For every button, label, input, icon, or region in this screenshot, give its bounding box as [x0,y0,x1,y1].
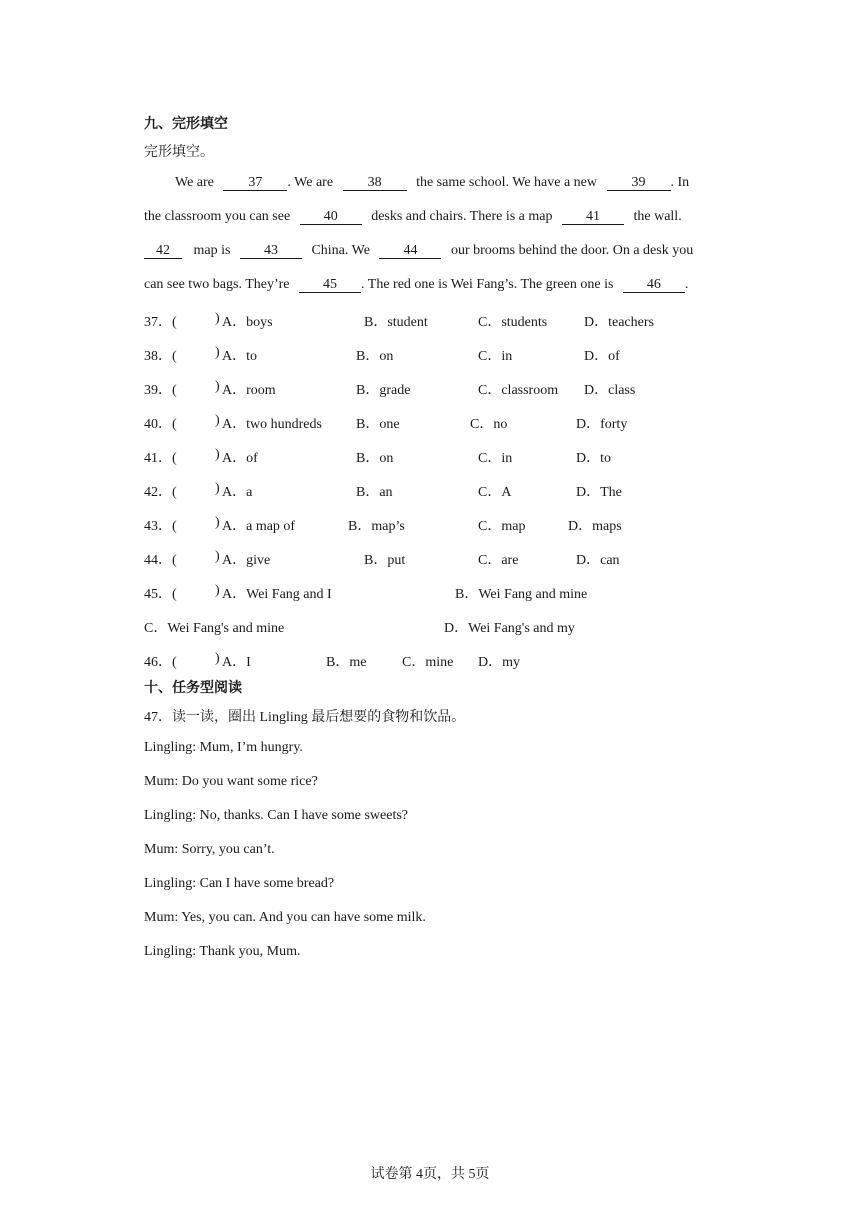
blank-41: 41 [562,209,624,225]
option-c: C．are [478,553,519,568]
option-b: B．one [356,417,400,432]
answer-paren: ) [215,583,220,598]
option-d: D．class [584,383,636,398]
passage-line-3 [144,243,693,259]
dialogue-line: Lingling: Thank you, Mum. [144,944,301,959]
passage-line-1 [144,175,716,191]
question-46-number: 46．( [144,655,177,670]
blank-44: 44 [379,243,441,259]
option-b: B．me [326,655,367,670]
passage-line-2 [144,209,682,225]
option-b: B．an [356,485,393,500]
blank-38: 38 [343,175,407,191]
question-38-number: 38．( [144,349,177,364]
option-a: A．boys [222,315,273,330]
option-d: D．Wei Fang's and my [444,621,575,636]
option-a: A．give [222,553,271,568]
option-c: C．students [478,315,548,330]
question-41-number: 41．( [144,451,177,466]
option-a: A．a map of [222,519,296,534]
blank-45: 45 [299,277,361,293]
passage-text: . We are [287,175,334,190]
option-d: D．of [584,349,620,364]
question-45-number: 45．( [144,587,177,602]
dialogue-line: Lingling: Mum, I’m hungry. [144,740,303,755]
option-a: A．a [222,485,253,500]
option-c: C．no [470,417,508,432]
dialogue-line: Lingling: Can I have some bread? [144,876,335,891]
option-d: D．my [478,655,520,670]
section-9-heading: 九、完形填空 [144,117,228,132]
answer-paren: ) [215,311,220,326]
option-b: B．grade [356,383,411,398]
option-c: C．A [478,485,512,500]
option-c: C．Wei Fang's and mine [144,621,285,636]
answer-paren: ) [215,379,220,394]
passage-text: map is [193,243,231,258]
question-37-number: 37．( [144,315,177,330]
option-c: C．in [478,349,513,364]
option-c: C．map [478,519,526,534]
option-d: D．maps [568,519,622,534]
blank-40: 40 [300,209,362,225]
passage-text: China. We [311,243,370,258]
passage-text: . In [670,175,690,190]
option-a: A．of [222,451,258,466]
option-c: C．classroom [478,383,559,398]
question-40-number: 40．( [144,417,177,432]
option-a: A．I [222,655,251,670]
section-10-heading: 十、任务型阅读 [144,681,242,696]
answer-paren: ) [215,345,220,360]
passage-text: the same school. We have a new [416,175,598,190]
answer-paren: ) [215,413,220,428]
option-d: D．forty [576,417,628,432]
option-d: D．to [576,451,611,466]
option-b: B．put [364,553,406,568]
option-b: B．Wei Fang and mine [455,587,588,602]
option-a: A．to [222,349,257,364]
answer-paren: ) [215,481,220,496]
blank-43: 43 [240,243,302,259]
option-d: D．The [576,485,622,500]
option-a: A．Wei Fang and I [222,587,332,602]
dialogue-line: Lingling: No, thanks. Can I have some sweets? [144,808,409,823]
passage-text: the wall. [633,209,682,224]
option-a: A．two hundreds [222,417,322,432]
section-9-instruction: 完形填空。 [144,145,214,160]
option-a: A．room [222,383,276,398]
dialogue-line: Mum: Do you want some rice? [144,774,318,789]
question-39-number: 39．( [144,383,177,398]
passage-text: We are [175,175,214,190]
passage-line-4 [144,277,688,293]
answer-paren: ) [215,447,220,462]
answer-paren: ) [215,651,220,666]
option-d: D．teachers [584,315,654,330]
question-43-number: 43．( [144,519,177,534]
blank-39: 39 [607,175,671,191]
passage-text: . [684,277,689,292]
dialogue-line: Mum: Sorry, you can’t. [144,842,275,857]
question-44-number: 44．( [144,553,177,568]
passage-text: . The red one is Wei Fang’s. The green one is [361,277,614,292]
option-b: B．map’s [348,519,405,534]
page-footer: 试卷第 4页，共 5页 [370,1167,490,1182]
option-b: B．student [364,315,428,330]
question-47-prompt: 47．读一读，圈出 Lingling 最后想要的食物和饮品。 [144,710,466,725]
option-c: C．mine [402,655,454,670]
passage-text: can see two bags. They’re [144,277,290,292]
option-b: B．on [356,349,394,364]
dialogue-line: Mum: Yes, you can. And you can have some milk. [144,910,426,925]
passage-text: the classroom you can see [144,209,291,224]
answer-paren: ) [215,515,220,530]
question-42-number: 42．( [144,485,177,500]
blank-37: 37 [223,175,287,191]
option-d: D．can [576,553,620,568]
answer-paren: ) [215,549,220,564]
option-c: C．in [478,451,513,466]
blank-46: 46 [623,277,685,293]
option-b: B．on [356,451,394,466]
blank-42: 42 [144,243,182,259]
passage-text: desks and chairs. There is a map [371,209,553,224]
passage-text: our brooms behind the door. On a desk you [450,243,694,258]
